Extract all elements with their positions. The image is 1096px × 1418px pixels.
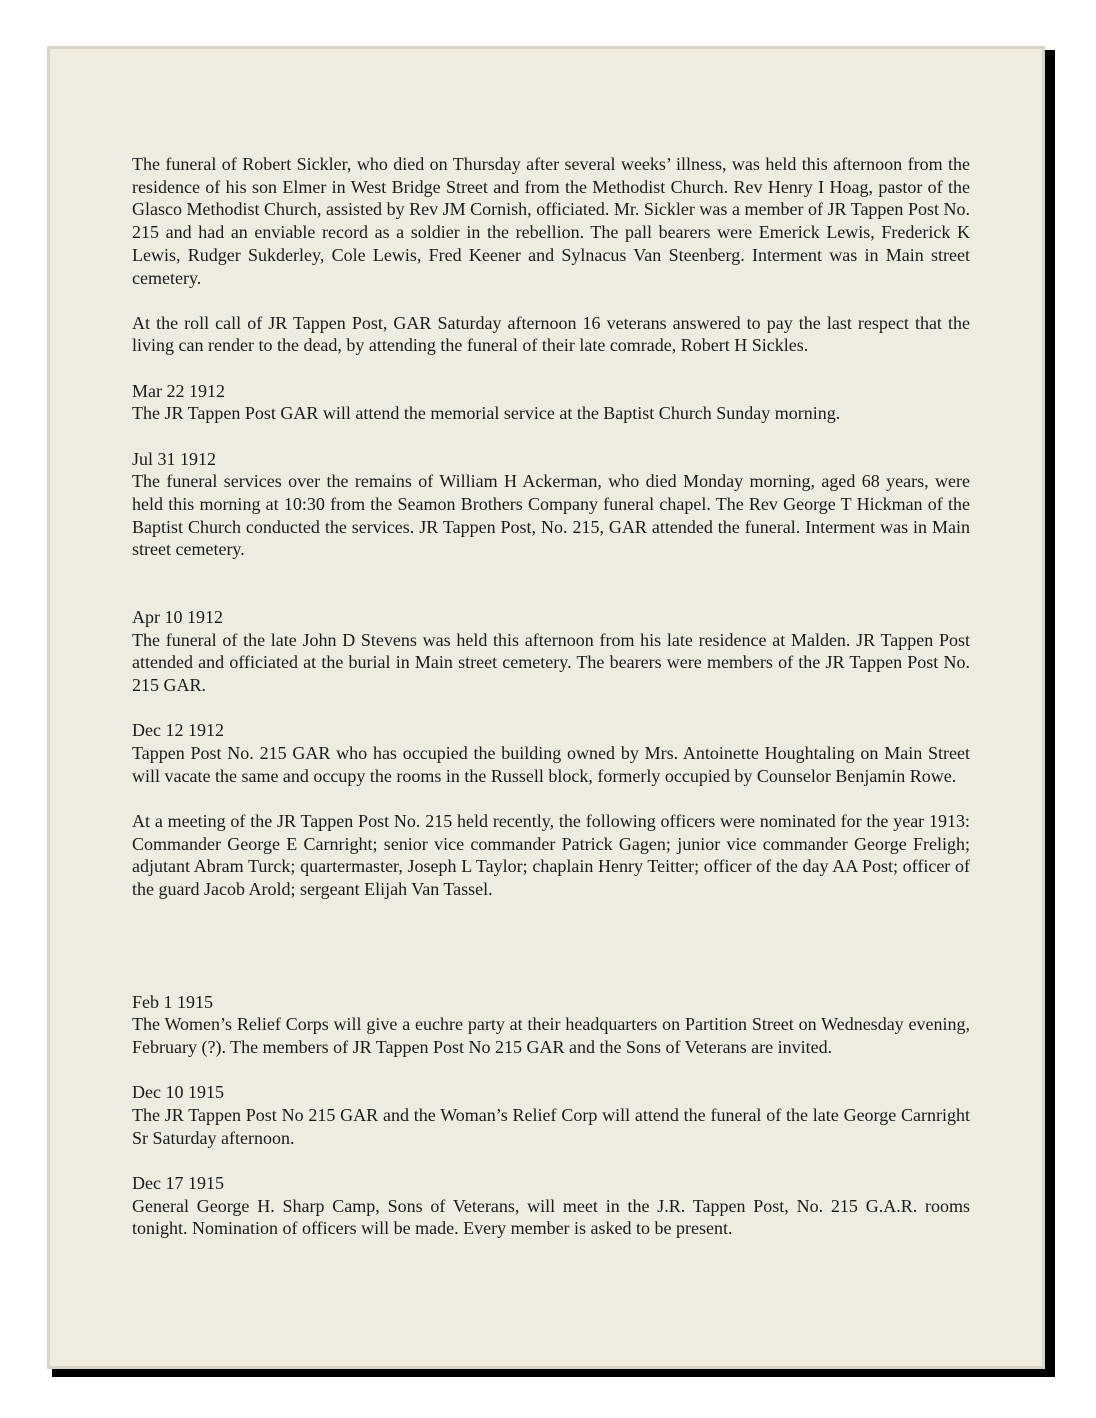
entry-4-paragraph-1: The funeral of the late John D Stevens was held this afternoon from his late residence at Malden. JR Tappen Post attended and officiated at the burial in Main street cemetery. The bearers were members of the JR Tappen Post No. 215 GAR. <box>132 629 970 696</box>
entry-6-paragraph-1: The Women’s Relief Corps will give a euchre party at their headquarters on Partition Street on Wednesday evening, February (?). The members of JR Tappen Post No 215 GAR and the Sons of Veterans are invited. <box>132 1014 970 1058</box>
entry-1-paragraph-2: At the roll call of JR Tappen Post, GAR Saturday afternoon 16 veterans answered to pay the last respect that the living can render to the dead, by attending the funeral of their late comrade, Robert H Sickles. <box>132 312 970 356</box>
entry-5-paragraph-1: Tappen Post No. 215 GAR who has occupied the building owned by Mrs. Antoinette Houghtaling on Main Street will vacate the same and occupy the rooms in the Russell block, formerly occupied by Counselor Benjamin Rowe. <box>132 743 970 786</box>
entry-7-paragraph-1: The JR Tappen Post No 215 GAR and the Woman’s Relief Corp will attend the funeral of the late George Carnright Sr Saturday afternoon. <box>132 1105 970 1148</box>
entry-3-date: Jul 31 1912 <box>132 448 217 469</box>
entry-5-paragraph-2: At a meeting of the JR Tappen Post No. 215 held recently, the following officers were nominated for the year 1913: Commander George E Carnright; senior vice commander Patrick Gagen; junior vice commander George Freligh; adjutant Abram Turck; quartermaster, Joseph L Taylor; chaplain Henry Teitter; officer of the day AA Post; officer of the guard Jacob Arold; sergeant Elijah Van Tassel. <box>132 810 970 900</box>
entry-3-paragraph-1: The funeral services over the remains of William H Ackerman, who died Monday morning, aged 68 years, were held this morning at 10:30 from the Seamon Brothers Company funeral chapel. The Rev George T Hickman of the Baptist Church conducted the services. JR Tappen Post, No. 215, GAR attended the funeral. Interment was in Main street cemetery. <box>132 471 970 560</box>
document-body <box>132 153 970 1240</box>
entry-1-paragraph-1: The funeral of Robert Sickler, who died on Thursday after several weeks’ illness, was held this afternoon from the residence of his son Elmer in West Bridge Street and from the Methodist Church. Rev Henry I Hoag, pastor of the Glasco Methodist Church, assisted by Rev JM Cornish, officiated. Mr. Sickler was a member of JR Tappen Post No. 215 and had an enviable record as a soldier in the rebellion. The pall bearers were Emerick Lewis, Frederick K Lewis, Rudger Sukderley, Cole Lewis, Fred Keener and Sylnacus Van Steenberg. Interment was in Main street cemetery. <box>132 154 970 288</box>
entry-4-date: Apr 10 1912 <box>132 607 223 628</box>
entry-6-date: Feb 1 1915 <box>132 991 213 1012</box>
entry-2-date: Mar 22 1912 <box>132 380 225 401</box>
entry-2-paragraph-1: The JR Tappen Post GAR will attend the memorial service at the Baptist Church Sunday morning. <box>132 403 841 424</box>
entry-8-date: Dec 17 1915 <box>132 1173 224 1193</box>
entry-8-paragraph-1: General George H. Sharp Camp, Sons of Veterans, will meet in the J.R. Tappen Post, No. 215 G.A.R. rooms tonight. Nomination of officers will be made. Every member is asked to be present. <box>132 1195 970 1239</box>
entry-7-date: Dec 10 1915 <box>132 1082 224 1103</box>
entry-5-date: Dec 12 1912 <box>132 720 224 741</box>
document-page <box>47 46 1045 1369</box>
